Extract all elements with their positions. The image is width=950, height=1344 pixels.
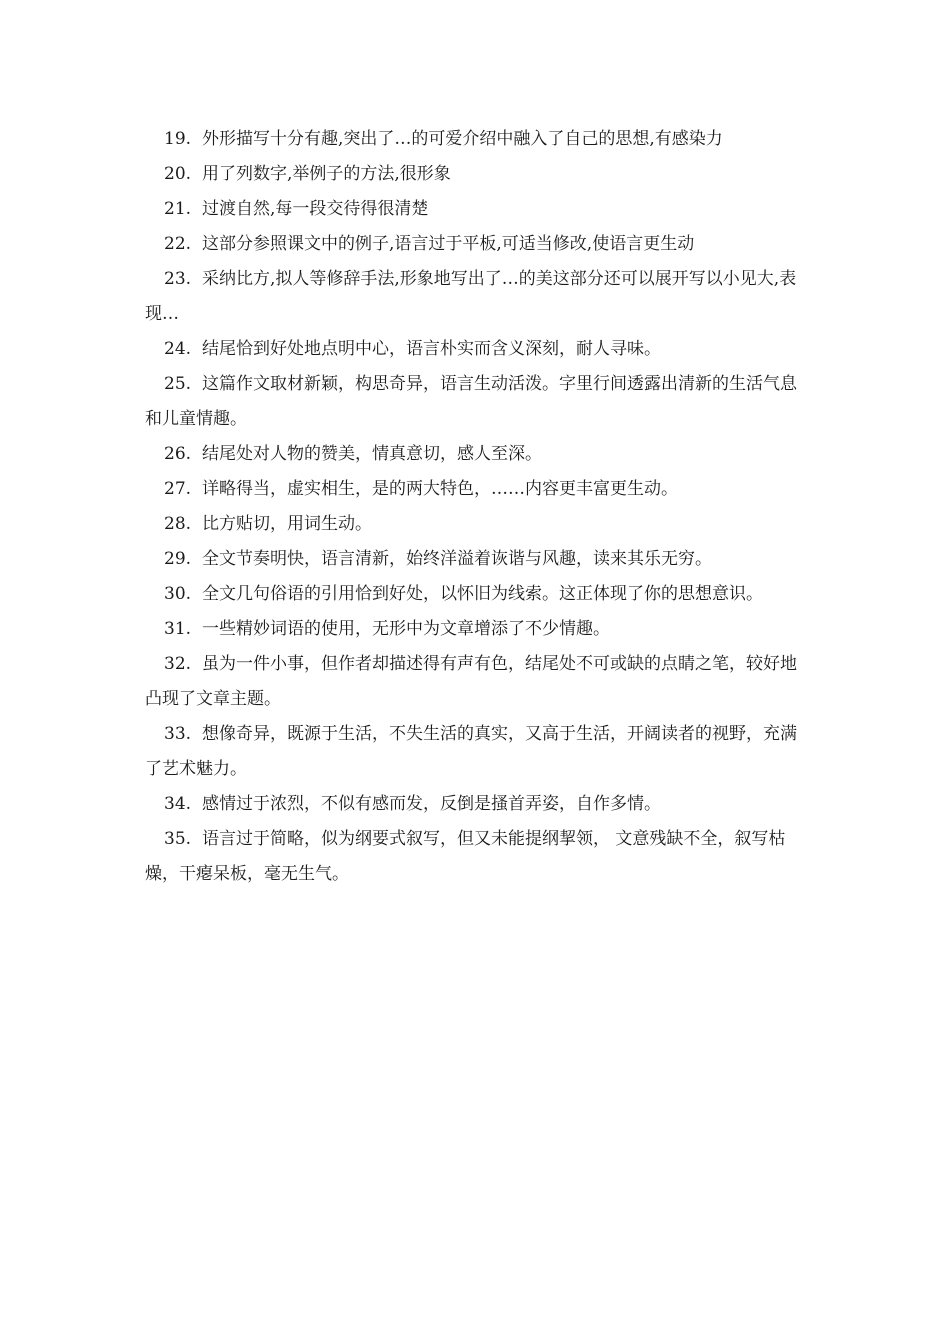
item-text: 用了列数字,举例子的方法,很形象 <box>202 164 451 184</box>
item-text: 一些精妙词语的使用，无形中为文章增添了不少情趣。 <box>202 619 610 639</box>
item-number: 31. <box>164 619 192 639</box>
item-number: 27. <box>164 479 192 499</box>
item-text: 感情过于浓烈，不似有感而发，反倒是搔首弄姿，自作多情。 <box>202 794 661 814</box>
item-number: 24. <box>164 339 192 359</box>
list-item <box>145 472 805 507</box>
list-item <box>145 647 805 717</box>
item-text: 结尾处对人物的赞美，情真意切，感人至深。 <box>202 444 542 464</box>
list-item <box>145 717 805 787</box>
item-number: 30. <box>164 584 192 604</box>
item-number: 35. <box>164 829 192 849</box>
item-text: 过渡自然,每一段交待得很清楚 <box>202 199 429 219</box>
list-item <box>145 157 805 192</box>
item-number: 19. <box>164 129 192 149</box>
item-number: 32. <box>164 654 192 674</box>
list-item <box>145 612 805 647</box>
comment-list <box>145 122 805 892</box>
item-text: 这部分参照课文中的例子,语言过于平板,可适当修改,使语言更生动 <box>202 234 695 254</box>
item-text: 详略得当，虚实相生，是的两大特色，……内容更丰富更生动。 <box>202 479 678 499</box>
list-item <box>145 542 805 577</box>
item-number: 26. <box>164 444 192 464</box>
list-item <box>145 227 805 262</box>
list-item <box>145 262 805 332</box>
item-number: 21. <box>164 199 192 219</box>
list-item <box>145 577 805 612</box>
list-item <box>145 332 805 367</box>
item-number: 34. <box>164 794 192 814</box>
item-number: 23. <box>164 269 192 289</box>
item-number: 33. <box>164 724 192 744</box>
item-text: 虽为一件小事，但作者却描述得有声有色，结尾处不可或缺的点睛之笔，较好地凸现了文章主题。 <box>145 654 797 709</box>
item-number: 20. <box>164 164 192 184</box>
list-item <box>145 787 805 822</box>
list-item <box>145 437 805 472</box>
item-text: 全文几句俗语的引用恰到好处，以怀旧为线索。这正体现了你的思想意识。 <box>202 584 763 604</box>
item-number: 22. <box>164 234 192 254</box>
item-number: 29. <box>164 549 192 569</box>
item-text: 语言过于简略，似为纲要式叙写，但又未能提纲挈领， 文意残缺不全，叙写枯燥，干瘪呆板，毫无生气。 <box>145 829 786 884</box>
item-number: 28. <box>164 514 192 534</box>
item-text: 这篇作文取材新颖，构思奇异，语言生动活泼。字里行间透露出清新的生活气息和儿童情趣。 <box>145 374 797 429</box>
list-item <box>145 822 805 892</box>
item-number: 25. <box>164 374 192 394</box>
list-item <box>145 192 805 227</box>
list-item <box>145 367 805 437</box>
item-text: 全文节奏明快，语言清新，始终洋溢着诙谐与风趣，读来其乐无穷。 <box>202 549 712 569</box>
item-text: 比方贴切，用词生动。 <box>202 514 372 534</box>
item-text: 结尾恰到好处地点明中心，语言朴实而含义深刻，耐人寻味。 <box>202 339 661 359</box>
list-item <box>145 507 805 542</box>
item-text: 外形描写十分有趣,突出了…的可爱介绍中融入了自己的思想,有感染力 <box>202 129 723 149</box>
item-text: 想像奇异，既源于生活，不失生活的真实，又高于生活，开阔读者的视野，充满了艺术魅力。 <box>145 724 797 779</box>
list-item <box>145 122 805 157</box>
item-text: 采纳比方,拟人等修辞手法,形象地写出了…的美这部分还可以展开写以小见大,表现… <box>145 269 797 324</box>
